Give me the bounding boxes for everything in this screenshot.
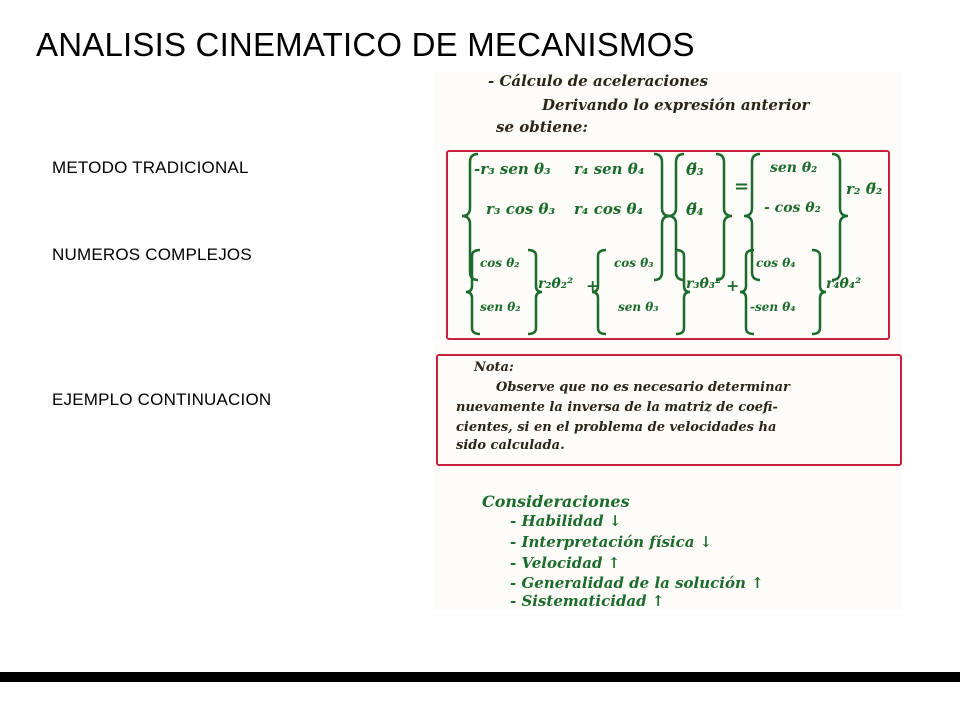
slide-title: ANALISIS CINEMATICO DE MECANISMOS — [36, 26, 695, 63]
consideracion-item-2: - Interpretación física ↓ — [510, 533, 713, 551]
menu-item-ejemplo-continuacion[interactable]: EJEMPLO CONTINUACION — [52, 390, 272, 409]
rhs-sen-theta2: sen θ₂ — [770, 160, 818, 176]
notes-intro-line1: Derivando lo expresión anterior — [542, 96, 810, 114]
nota-line-4: sido calculada. — [456, 438, 565, 453]
consideracion-item-1: - Habilidad ↓ — [510, 512, 622, 530]
term1: r₂θ̇₂² — [538, 276, 574, 292]
consideracion-item-4: - Generalidad de la solución ↑ — [510, 574, 764, 592]
vec1-bottom: sen θ₂ — [480, 300, 521, 314]
vec3-bottom: -sen θ₄ — [750, 300, 796, 314]
rhs-cos-theta2: - cos θ₂ — [764, 200, 821, 216]
notes-heading: - Cálculo de aceleraciones — [488, 72, 709, 90]
menu-item-metodo-tradicional[interactable]: METODO TRADICIONAL — [52, 158, 249, 177]
consideraciones-title: Consideraciones — [482, 492, 630, 511]
notes-intro-line2: se obtiene: — [496, 118, 588, 136]
vec3-top: cos θ₄ — [756, 256, 796, 270]
vec2-top: cos θ₃ — [614, 256, 654, 270]
equals-sign: = — [734, 176, 750, 197]
nota-label: Nota: — [474, 360, 514, 375]
nota-line-1: Observe que no es necesario determinar — [496, 380, 790, 395]
consideracion-item-5: - Sistematicidad ↑ — [510, 592, 665, 610]
handwritten-notes-image — [434, 72, 902, 610]
unknown-theta3: θ̈₃ — [686, 160, 704, 179]
consideracion-item-3: - Velocidad ↑ — [510, 554, 621, 572]
plus2: + — [726, 276, 740, 295]
vec2-bottom: sen θ₃ — [618, 300, 659, 314]
term3: r₄θ̇₄² — [826, 276, 862, 292]
unknown-theta4: θ̈₄ — [686, 200, 704, 219]
vec1-top: cos θ₂ — [480, 256, 520, 270]
term2: r₃θ̇₃² — [686, 276, 722, 292]
plus1: + — [586, 276, 600, 295]
bottom-divider-bar — [0, 672, 960, 682]
nota-line-3: cientes, si en el problema de velocidades ha — [456, 420, 777, 435]
rhs-factor: r₂ θ̈₂ — [846, 180, 883, 198]
matrix-a21: r₃ cos θ₃ — [486, 200, 556, 218]
matrix-a12: r₄ sen θ₄ — [574, 160, 645, 178]
matrix-a22: r₄ cos θ₄ — [574, 200, 644, 218]
menu-item-numeros-complejos[interactable]: NUMEROS COMPLEJOS — [52, 245, 252, 264]
matrix-a11: -r₃ sen θ₃ — [474, 160, 551, 178]
nota-line-2: nuevamente la inversa de la matriz de coefi- — [456, 400, 778, 415]
